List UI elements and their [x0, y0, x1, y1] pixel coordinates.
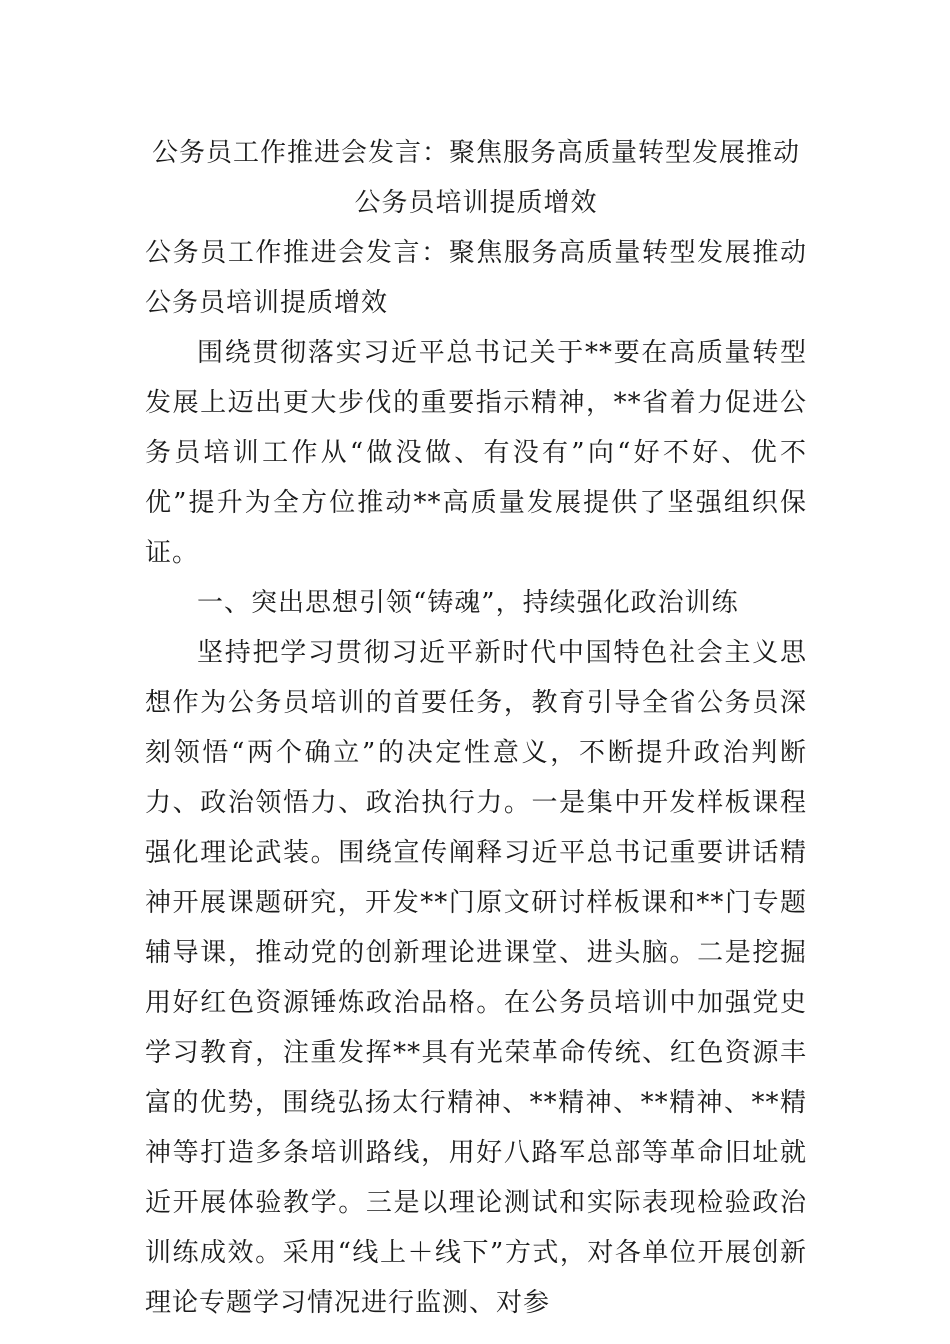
section-1-body: 坚持把学习贯彻习近平新时代中国特色社会主义思想作为公务员培训的首要任务，教育引导全省公务员深刻领悟“两个确立”的决定性意义，不断提升政治判断力、政治领悟力、政治执行力。一是集中开发样板课程强化理论武装。围绕宣传阐释习近平总书记重要讲话精神开展课题研究，开发**门原文研讨样板课和**门专题辅导课，推动党的创新理论进课堂、进头脑。二是挖掘用好红色资源锤炼政治品格。在公务员培训中加强党史学习教育，注重发挥**具有光荣革命传统、红色资源丰富的优势，围绕弘扬太行精神、**精神、**精神、**精神等打造多条培训路线，用好八路军总部等革命旧址就近开展体验教学。三是以理论测试和实际表现检验政治训练成效。采用“线上＋线下”方式，对各单位开展创新理论专题学习情况进行监测、对参	[145, 638, 807, 1318]
document-title: 公务员工作推进会发言：聚焦服务高质量转型发展推动公务员培训提质增效	[151, 138, 800, 218]
section-1-heading: 一、突出思想引领“铸魂”，持续强化政治训练	[197, 588, 739, 618]
document-subtitle: 公务员工作推进会发言：聚焦服务高质量转型发展推动公务员培训提质增效	[145, 238, 807, 318]
intro-paragraph: 围绕贯彻落实习近平总书记关于**要在高质量转型发展上迈出更大步伐的重要指示精神，**省着力促进公务员培训工作从“做没做、有没有”向“好不好、优不优”提升为全方位推动**高质量发展提供了坚强组织保证。	[145, 338, 807, 568]
document-page	[145, 128, 807, 1328]
